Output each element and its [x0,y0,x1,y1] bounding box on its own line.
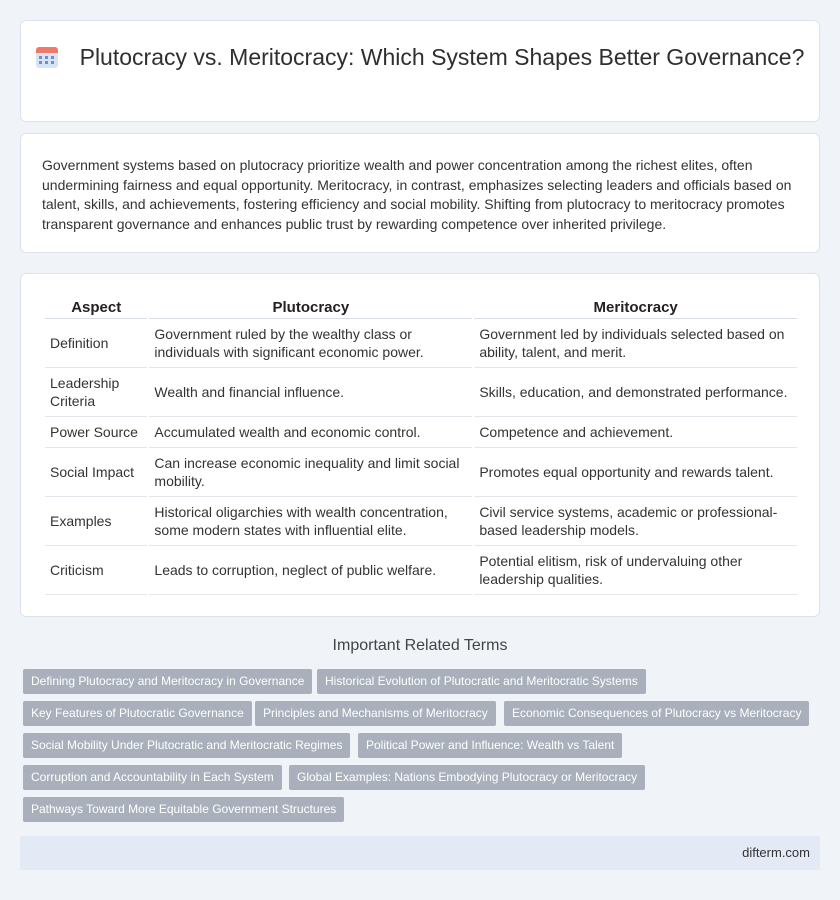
meritocracy-cell: Potential elitism, risk of undervaluing other leadership qualities. [474,546,797,595]
related-term-tag[interactable]: Pathways Toward More Equitable Government Structures [23,797,344,822]
intro-card [20,133,820,253]
footer [20,836,820,870]
table-row [45,319,797,368]
table-row [45,368,797,417]
aspect-cell: Leadership Criteria [45,368,147,417]
related-term-tag[interactable]: Historical Evolution of Plutocratic and Meritocratic Systems [317,669,646,694]
footer-site-link[interactable]: difterm.com [742,845,810,860]
meritocracy-cell: Government led by individuals selected based on ability, talent, and merit. [474,319,797,368]
plutocracy-cell: Accumulated wealth and economic control. [149,417,472,448]
plutocracy-cell: Wealth and financial influence. [149,368,472,417]
related-term-tag[interactable]: Defining Plutocracy and Meritocracy in Governance [23,669,312,694]
plutocracy-cell: Can increase economic inequality and limit social mobility. [149,448,472,497]
title-card [20,20,820,122]
related-term-tag[interactable]: Principles and Mechanisms of Meritocracy [255,701,496,726]
table-row [45,497,797,546]
comparison-table [43,296,799,595]
table-row [45,546,797,595]
related-term-tag[interactable]: Corruption and Accountability in Each System [23,765,282,790]
plutocracy-cell: Historical oligarchies with wealth concentration, some modern states with influential elite. [149,497,472,546]
aspect-cell: Power Source [45,417,147,448]
aspect-cell: Definition [45,319,147,368]
table-row [45,417,797,448]
related-term-tag[interactable]: Key Features of Plutocratic Governance [23,701,252,726]
related-term-tag[interactable]: Social Mobility Under Plutocratic and Meritocratic Regimes [23,733,350,758]
plutocracy-cell: Government ruled by the wealthy class or individuals with significant economic power. [149,319,472,368]
related-term-tag[interactable]: Economic Consequences of Plutocracy vs Meritocracy [504,701,809,726]
comparison-table-card [20,273,820,617]
related-term-tag[interactable]: Global Examples: Nations Embodying Plutocracy or Meritocracy [289,765,645,790]
plutocracy-cell: Leads to corruption, neglect of public welfare. [149,546,472,595]
header-meritocracy: Meritocracy [474,296,797,319]
aspect-cell: Criticism [45,546,147,595]
aspect-cell: Examples [45,497,147,546]
meritocracy-cell: Promotes equal opportunity and rewards talent. [474,448,797,497]
related-terms-heading: Important Related Terms [332,637,508,654]
meritocracy-cell: Civil service systems, academic or professional-based leadership models. [474,497,797,546]
header-aspect: Aspect [45,296,147,319]
header-plutocracy: Plutocracy [149,296,472,319]
page-title [21,43,819,72]
calendar-icon [36,46,58,68]
table-header-row [45,296,797,319]
meritocracy-cell: Skills, education, and demonstrated performance. [474,368,797,417]
table-row [45,448,797,497]
page-title-text: Plutocracy vs. Meritocracy: Which System Shapes Better Governance? [79,44,805,70]
meritocracy-cell: Competence and achievement. [474,417,797,448]
aspect-cell: Social Impact [45,448,147,497]
intro-paragraph: Government systems based on plutocracy prioritize wealth and power concentration among the richest elites, often undermining fairness and equal opportunity. Meritocracy, in contrast, emphasizes selecting leaders and officials based on talent, skills, and achievements, fostering efficiency and social mobility. Shifting from plutocracy to meritocracy promotes transparent governance and enhances public trust by rewarding competence over inherited privilege. [42,157,792,232]
related-term-tag[interactable]: Political Power and Influence: Wealth vs Talent [358,733,622,758]
